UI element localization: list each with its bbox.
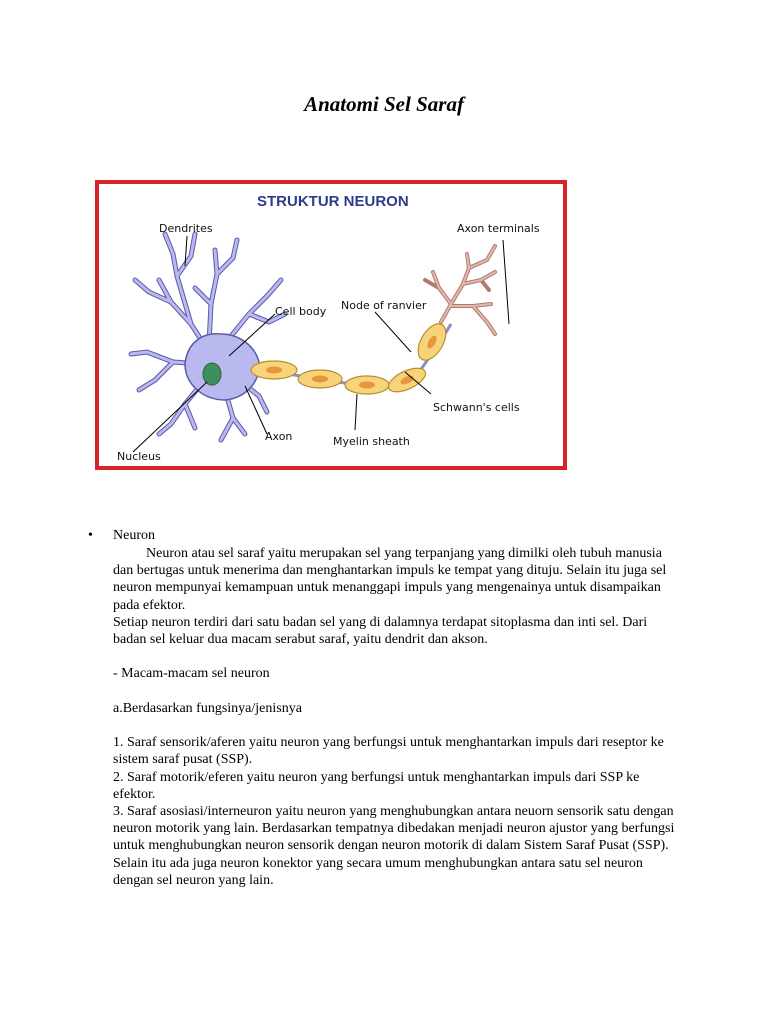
label-dendrites: Dendrites <box>159 222 213 235</box>
page-title: Anatomi Sel Saraf <box>304 92 464 116</box>
list-item-2: 2. Saraf motorik/eferen yaitu neuron yang berfungsi untuk menghantarkan impuls dari SSP ke efektor. <box>113 769 640 802</box>
neuron-structure-figure <box>95 180 567 470</box>
label-axon-terminals: Axon terminals <box>457 222 540 235</box>
bullet-dot: • <box>88 528 93 543</box>
list-item-3: 3. Saraf asosiasi/interneuron yaitu neuron yang menghubungkan antara neuorn sensorik satu dengan neuron motorik yang lain. Berdasarkan tempatnya dibedakan menjadi neuron ajustor yang berfungsi untuk menghubungkan neuron sensorik dengan neuron motorik di dalam Sistem Saraf Pusat (SSP). Selain itu ada juga neuron konektor yang secara umum menghubungkan antara satu sel neuron dengan sel neuron yang lain. <box>113 804 675 888</box>
myelin-sheath-segments <box>251 319 452 396</box>
label-schwanns-cells: Schwann's cells <box>433 401 520 414</box>
bullet-heading: Neuron <box>113 528 155 543</box>
label-myelin-sheath: Myelin sheath <box>333 435 410 448</box>
body-text <box>113 545 683 889</box>
subheading: - Macam-macam sel neuron <box>113 666 270 682</box>
list-item-1: 1. Saraf sensorik/aferen yaitu neuron yang berfungsi untuk menghantarkan impuls dari reseptor ke sistem saraf pusat (SSP). <box>113 735 664 768</box>
category-heading: a.Berdasarkan fungsinya/jenisnya <box>113 700 302 716</box>
figure-heading: STRUKTUR NEURON <box>257 193 409 210</box>
label-axon: Axon <box>265 430 293 443</box>
neuron-diagram <box>99 184 563 466</box>
paragraph-2: Setiap neuron terdiri dari satu badan sel yang di dalamnya terdapat sitoplasma dan inti sel. Dari badan sel keluar dua macam serabut saraf, yaitu dendrit dan akson. <box>113 614 648 648</box>
label-nucleus: Nucleus <box>117 450 161 463</box>
label-cell-body: Cell body <box>275 305 327 318</box>
paragraph-1: Neuron atau sel saraf yaitu merupakan sel yang terpanjang yang dimilki oleh tubuh manusia dan bertugas untuk menerima dan menghantarkan impuls ke tempat yang dituju. Selain itu juga sel neuron mempunyai kemampuan untuk menanggapi impuls yang mengenainya untuk disampaikan pada efektor. <box>113 546 667 613</box>
nucleus-shape <box>203 363 221 385</box>
label-node-of-ranvier: Node of ranvier <box>341 299 427 312</box>
